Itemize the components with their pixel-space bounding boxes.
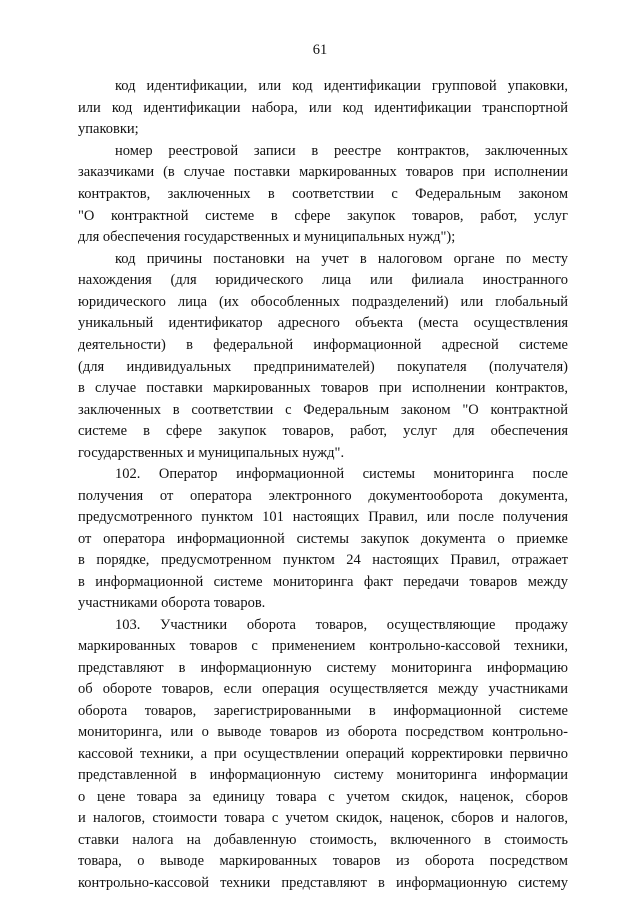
text-line: контрактов, заключенных в соответствии с Федеральным законом	[78, 186, 568, 202]
text-line: контрольно-кассовой техники представляют в информационную систему	[78, 875, 568, 891]
text-line: юридического лица (их обособленных подразделений) или глобальный	[78, 294, 568, 310]
text-line: об обороте товаров, если операция осуществляется между участниками	[78, 681, 568, 697]
text-line: ставки налога на добавленную стоимость, включенного в стоимость	[78, 832, 568, 848]
text-line: предусмотренного пунктом 101 настоящих Правил, или после получения	[78, 509, 568, 525]
text-line: маркированных товаров с применением контрольно-кассовой техники,	[78, 638, 568, 654]
text-line: представленной в информационную систему мониторинга информации	[78, 767, 568, 783]
text-line: уникальный идентификатор адресного объекта (места осуществления	[78, 315, 568, 331]
text-line: 103. Участники оборота товаров, осуществляющие продажу	[115, 617, 568, 633]
text-line: номер реестровой записи в реестре контрактов, заключенных	[115, 143, 568, 159]
text-line: оборота товаров, зарегистрированными в информационной системе	[78, 703, 568, 719]
text-line: деятельности) в федеральной информационной адресной системе	[78, 337, 568, 353]
text-line: государственных и муниципальных нужд".	[78, 445, 345, 461]
text-line: (для индивидуальных предпринимателей) покупателя (получателя)	[78, 359, 568, 375]
text-line: мониторинга, или о выводе товаров из оборота посредством контрольно-	[78, 724, 568, 740]
text-line: или код идентификации набора, или код идентификации транспортной	[78, 100, 568, 116]
text-line: код идентификации, или код идентификации групповой упаковки,	[115, 78, 568, 94]
page-number: 61	[312, 42, 328, 58]
text-line: участниками оборота товаров.	[78, 595, 266, 611]
text-line: в случае поставки маркированных товаров при исполнении контрактов,	[78, 380, 568, 396]
text-line: заказчиками (в случае поставки маркированных товаров при исполнении	[78, 164, 568, 180]
text-line: "О контрактной системе в сфере закупок товаров, работ, услуг	[78, 208, 568, 224]
text-line: упаковки;	[78, 121, 139, 137]
text-line: о цене товара за единицу товара с учетом скидок, наценок, сборов	[78, 789, 568, 805]
text-line: кассовой техники, а при осуществлении операций корректировки первично	[78, 746, 568, 762]
text-line: для обеспечения государственных и муниципальных нужд");	[78, 229, 456, 245]
text-line: 102. Оператор информационной системы мониторинга после	[115, 466, 568, 482]
text-line: в информационной системе мониторинга факт передачи товаров между	[78, 574, 568, 590]
text-line: товара, о выводе маркированных товаров из оборота посредством	[78, 853, 568, 869]
text-line: нахождения (для юридического лица или филиала иностранного	[78, 272, 568, 288]
text-line: код причины постановки на учет в налоговом органе по месту	[115, 251, 568, 267]
text-line: и налогов, стоимости товара с учетом скидок, наценок, сборов и налогов,	[78, 810, 568, 826]
text-line: в порядке, предусмотренном пунктом 24 настоящих Правил, отражает	[78, 552, 568, 568]
text-line: системе в сфере закупок товаров, работ, услуг для обеспечения	[78, 423, 568, 439]
text-line: от оператора информационной системы закупок документа о приемке	[78, 531, 568, 547]
text-line: получения от оператора электронного документооборота документа,	[78, 488, 568, 504]
text-line: заключенных в соответствии с Федеральным законом "О контрактной	[78, 402, 568, 418]
text-line: представляют в информационную систему мониторинга информацию	[78, 660, 568, 676]
